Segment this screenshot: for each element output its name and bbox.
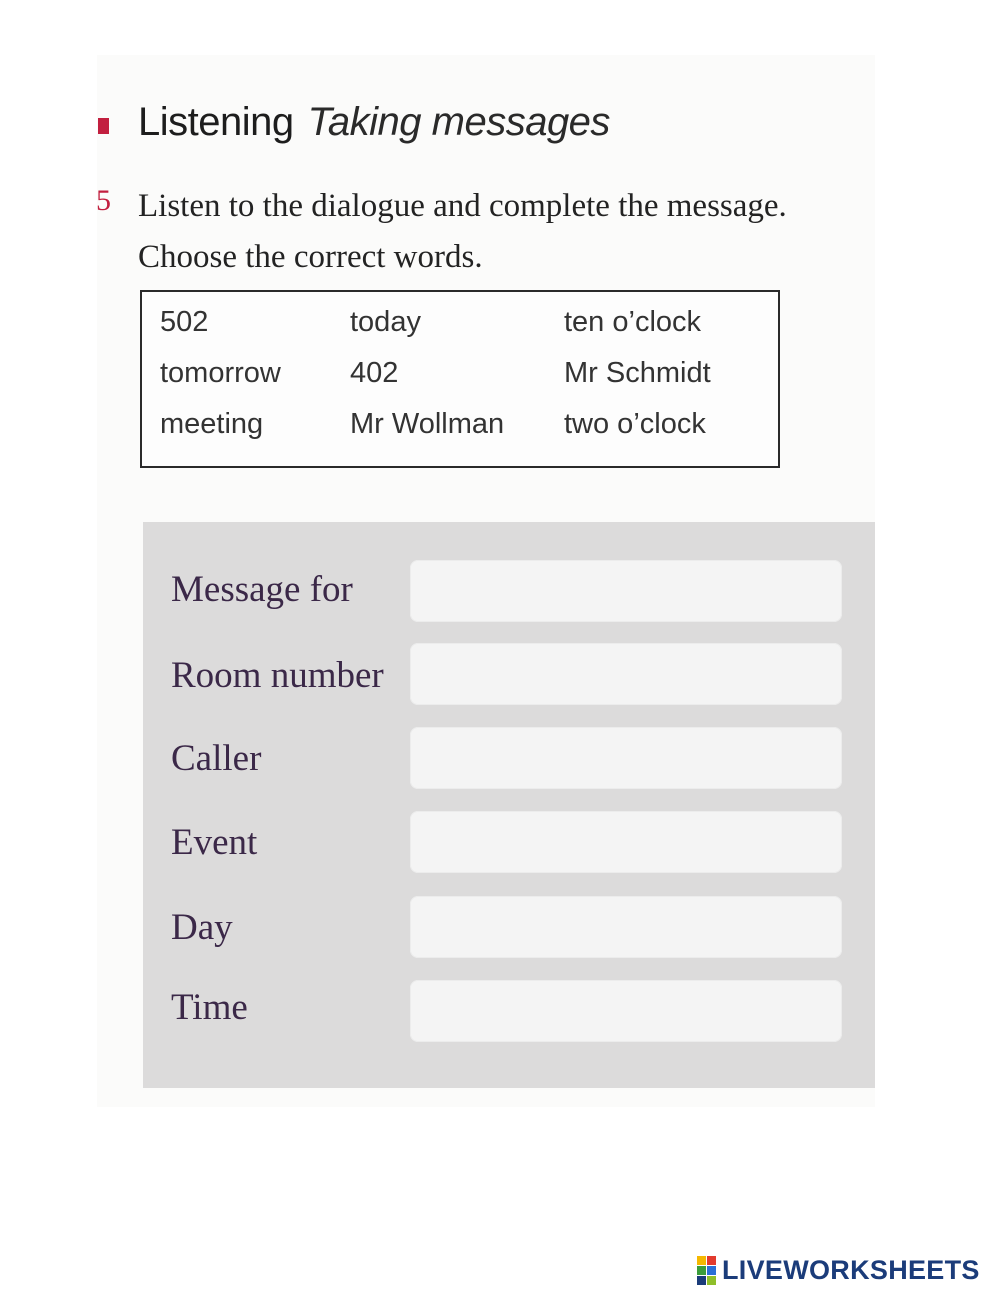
- message-form: [143, 522, 875, 1088]
- liveworksheets-logo-icon: [697, 1256, 716, 1285]
- liveworksheets-brand: [697, 1255, 980, 1285]
- instruction-line-2: Choose the correct words.: [138, 239, 483, 275]
- word-item: 402: [350, 357, 399, 389]
- word-item: today: [350, 306, 421, 338]
- section-heading: [138, 100, 610, 145]
- section-bullet: [98, 118, 109, 134]
- day-input[interactable]: [410, 896, 842, 958]
- word-box: [140, 290, 780, 468]
- heading-subtitle: Taking messages: [307, 100, 610, 144]
- word-item: ten o’clock: [564, 306, 702, 338]
- label-day: Day: [171, 907, 233, 948]
- time-input[interactable]: [410, 980, 842, 1042]
- label-message-for: Message for: [171, 569, 353, 610]
- caller-input[interactable]: [410, 727, 842, 789]
- label-time: Time: [171, 987, 248, 1028]
- exercise-instruction: [138, 181, 787, 283]
- word-item: Mr Wollman: [350, 408, 505, 440]
- brand-name: LIVEWORKSHEETS: [722, 1254, 980, 1285]
- message-for-input[interactable]: [410, 560, 842, 622]
- heading-title: Listening: [138, 100, 294, 144]
- word-item: tomorrow: [160, 357, 281, 389]
- instruction-line-1: Listen to the dialogue and complete the message.: [138, 188, 787, 224]
- word-item: 502: [160, 306, 209, 338]
- label-event: Event: [171, 822, 258, 863]
- room-number-input[interactable]: [410, 643, 842, 705]
- event-input[interactable]: [410, 811, 842, 873]
- word-item: Mr Schmidt: [564, 357, 711, 389]
- word-item: two o’clock: [564, 408, 706, 440]
- exercise-number: 5: [96, 184, 111, 217]
- label-room-number: Room number: [171, 655, 384, 696]
- word-item: meeting: [160, 408, 264, 440]
- label-caller: Caller: [171, 738, 262, 779]
